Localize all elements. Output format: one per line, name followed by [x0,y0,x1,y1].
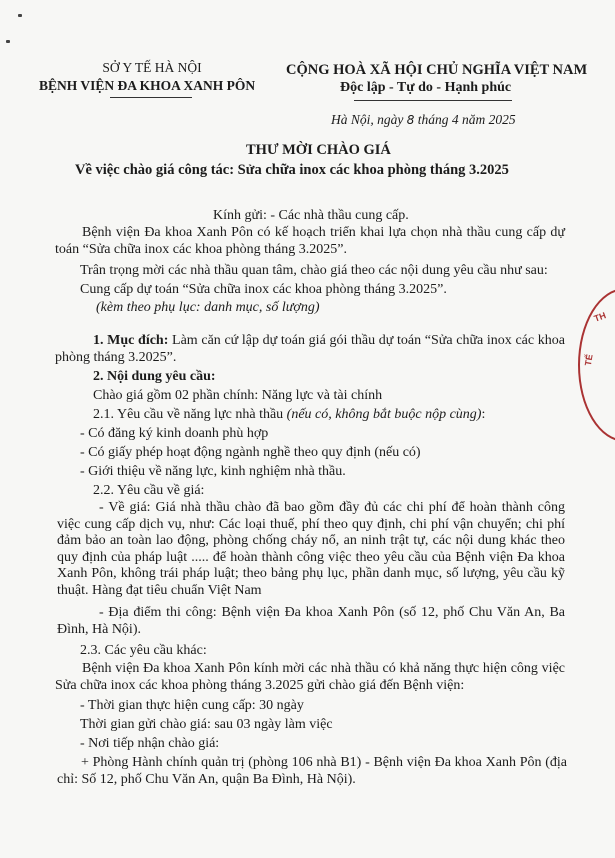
s22-price-paragraph: - Về giá: Giá nhà thầu chào đã bao gồm đầy đủ các chi phí để hoàn thành công việc cung cấp dịch vụ, như: Các loại thuế, phí theo quy định, chi phí vận chuyển; chi phí đảm bảo an toàn lao động, phòng chống cháy nổ, an ninh trật tự, các nội dung khác theo quy định của pháp luật ..... để hoàn thành công việc theo yêu cầu của Bệnh viện Đa khoa Xanh Pôn, không trái pháp luật; theo bảng phụ lục, phần danh mục, số lượng, yêu cầu kỹ thuật. Hàng đạt tiêu chuẩn Việt Nam [57,500,565,598]
date-line [331,112,516,128]
scan-speck [6,40,10,43]
kinh-gui: Kính gửi: - Các nhà thầu cung cấp. [213,208,409,223]
s22-place-paragraph: - Địa điểm thi công: Bệnh viện Đa khoa Xanh Pôn (số 12, phố Chu Văn An, Ba Đình, Hà Nội). [57,605,565,637]
date-suffix: tháng 4 năm 2025 [417,112,516,127]
invite-line: Trân trọng mời các nhà thầu quan tâm, chào giá theo các nội dung yêu cầu như sau: [80,263,548,278]
section-2-intro: Chào giá gồm 02 phần chính: Năng lực và tài chính [93,388,383,403]
s23-send: Thời gian gửi chào giá: sau 03 ngày làm việc [80,717,333,732]
org-line-2: BỆNH VIỆN ĐA KHOA XANH PÔN [39,78,256,93]
supply-line: Cung cấp dự toán “Sửa chữa inox các khoa phòng tháng 3.2025”. [80,282,447,297]
section-21-line: 2.1. Yêu cầu về năng lực nhà thầu (nếu có, không bắt buộc nộp cùng): [93,407,486,422]
nation-line-2: Độc lập - Tự do - Hạnh phúc [340,80,512,95]
intro-paragraph: Bệnh viện Đa khoa Xanh Pôn có kế hoạch triển khai lựa chọn nhà thầu cung cấp dự toán “Sửa chữa inox các khoa phòng tháng 3.2025”. [55,225,565,257]
nation-line-1: CỘNG HOÀ XÃ HỘI CHỦ NGHĨA VIỆT NAM [286,62,588,78]
org-underline [110,97,192,98]
s23-paragraph: Bệnh viện Đa khoa Xanh Pôn kính mời các nhà thầu có khả năng thực hiện công việc Sửa chữa inox các khoa phòng tháng 3.2025 gửi chào giá đến Bệnh viện: [55,661,565,693]
s21-item-2: - Có giấy phép hoạt động ngành nghề theo quy định (nếu có) [80,445,421,460]
section-1-label: 1. Mục đích: [93,333,169,348]
attach-note: (kèm theo phụ lục: danh mục, số lượng) [96,300,320,315]
doc-title: THƯ MỜI CHÀO GIÁ [246,142,391,158]
section-1 [55,332,565,366]
s23-time: - Thời gian thực hiện cung cấp: 30 ngày [80,698,304,713]
doc-subject: Về việc chào giá công tác: Sửa chữa inox các khoa phòng tháng 3.2025 [75,162,509,178]
section-1-text: Làm căn cứ lập dự toán giá gói thầu dự toán “Sửa chữa inox các khoa phòng tháng 3.2025”. [55,333,565,365]
section-22-label: 2.2. Yêu cầu về giá: [93,483,205,498]
section-23-label: 2.3. Các yêu cầu khác: [80,643,207,658]
s21-item-1: - Có đăng ký kinh doanh phù hợp [80,426,269,441]
s23-place-paragraph: + Phòng Hành chính quản trị (phòng 106 nhà B1) - Bệnh viện Đa khoa Xanh Pôn (địa chỉ: Số 12, phố Chu Văn An, quận Ba Đình, Hà Nội). [57,755,567,787]
seal-text-top: TH [592,310,608,324]
org-line-1: SỞ Y TẾ HÀ NỘI [102,60,202,75]
s23-place-label: - Nơi tiếp nhận chào giá: [80,736,220,751]
section-2-label: 2. Nội dung yêu cầu: [93,369,216,384]
nation-underline [354,100,512,101]
s21-item-3: - Giới thiệu về năng lực, kinh nghiệm nhà thầu. [80,464,346,479]
date-prefix: Hà Nội, ngày [331,112,404,127]
seal-text-mid: TẾ [582,353,595,367]
date-day: 8 [406,113,415,127]
scan-speck [18,14,22,17]
